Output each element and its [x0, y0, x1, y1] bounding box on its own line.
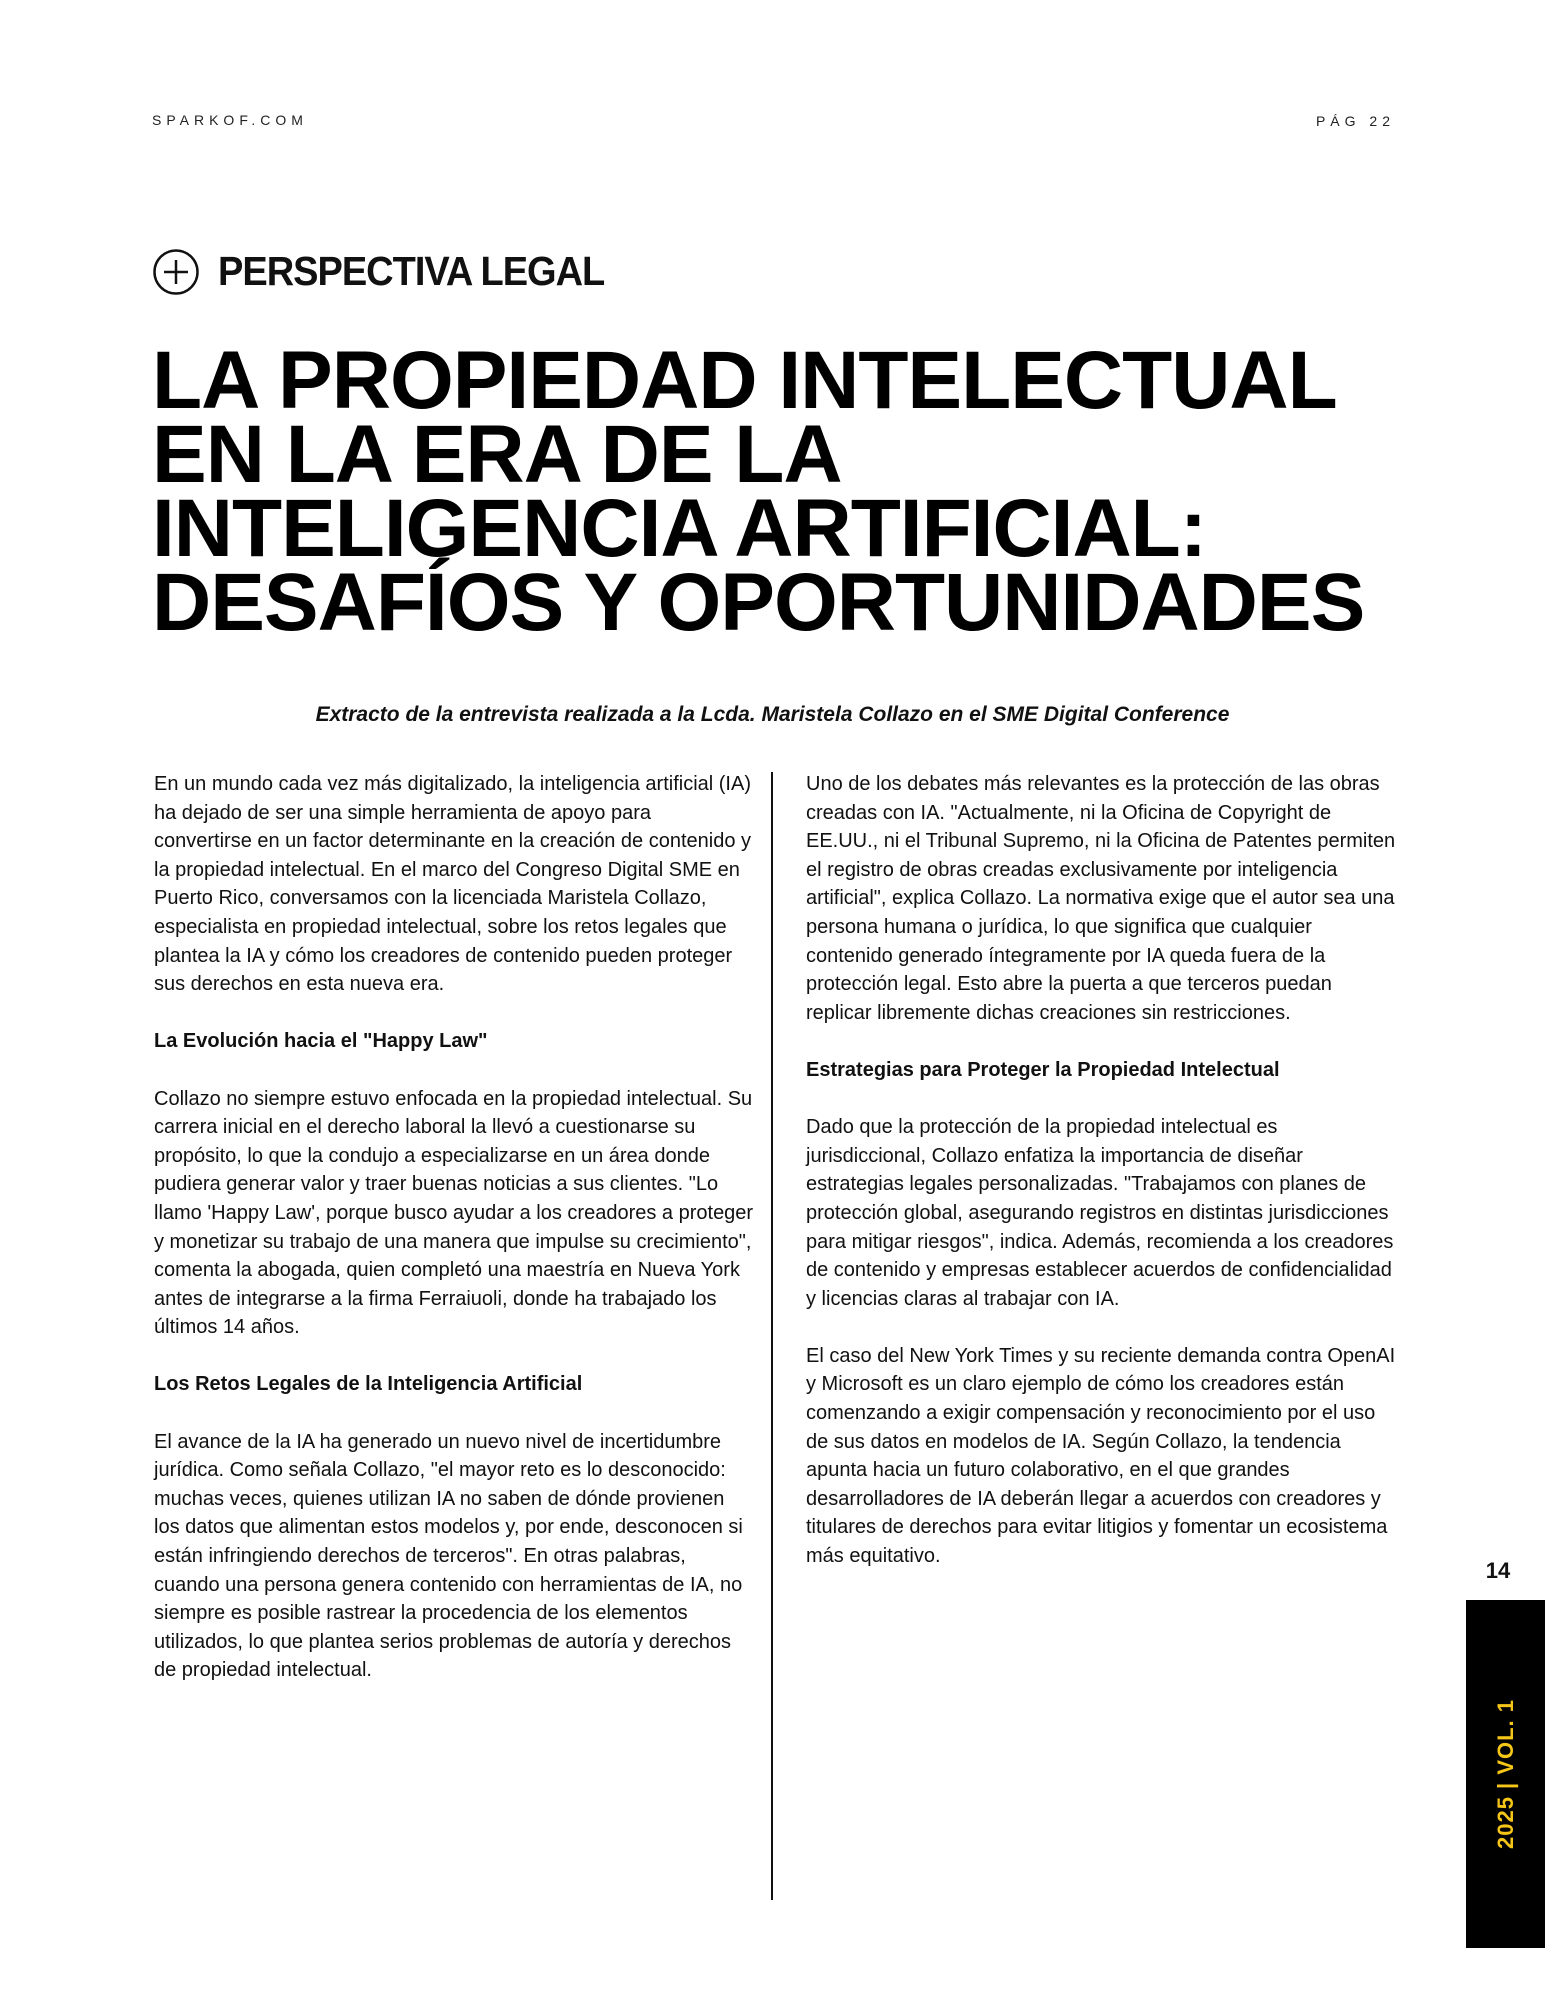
left-column	[154, 770, 754, 1714]
paragraph-legal-challenges: El avance de la IA ha generado un nuevo nivel de incertidumbre jurídica. Como señala Collazo, "el mayor reto es lo desconocido: muchas veces, quienes utilizan IA no saben de dónde provienen los datos que alimentan estos modelos y, por ende, desconocen si están infringiendo derechos de terceros". En otras palabras, cuando una persona genera contenido con herramientas de IA, no siempre es posible rastrear la procedencia de los elementos utilizados, lo que plantea serios problemas de autoría y derechos de propiedad intelectual.	[154, 1430, 743, 1682]
section-heading-strategies: Estrategias para Proteger la Propiedad Intelectual	[806, 1058, 1280, 1081]
column-divider	[771, 772, 773, 1900]
page-number-label: PÁG 22	[1315, 113, 1395, 129]
site-url: SPARKOF.COM	[152, 112, 308, 128]
right-column	[806, 770, 1402, 1599]
section-header	[152, 248, 604, 296]
section-label: PERSPECTIVA LEGAL	[218, 248, 605, 295]
edition-sidebar	[1466, 1600, 1545, 1948]
intro-paragraph: En un mundo cada vez más digitalizado, la inteligencia artificial (IA) ha dejado de ser una simple herramienta de apoyo para convertirse en un factor determinante en la creación de contenido y la propiedad intelectual. En el marco del Congreso Digital SME en Puerto Rico, conversamos con la licenciada Maristela Collazo, especialista en propiedad intelectual, sobre los retos legales que plantea la IA y cómo los creadores de contenido pueden proteger sus derechos en esta nueva era.	[154, 773, 752, 996]
magazine-page-number: 14	[1485, 1558, 1511, 1583]
paragraph-strategies: Dado que la protección de la propiedad intelectual es jurisdiccional, Collazo enfatiza la importancia de diseñar estrategias legales personalizadas. "Trabajamos con planes de protección global, asegurando registros en distintas jurisdicciones para mitigar riesgos", indica. Además, recomienda a los creadores de contenido y empresas establecer acuerdos de confidencialidad y licencias claras al trabajar con IA.	[806, 1116, 1394, 1310]
plus-circle-icon	[152, 248, 200, 296]
article-title: LA PROPIEDAD INTELECTUAL EN LA ERA DE LA INTELIGENCIA ARTIFICIAL: DESAFÍOS Y OPORTUNIDADES	[152, 335, 1365, 648]
section-heading-happy-law: La Evolución hacia el "Happy Law"	[154, 1030, 488, 1053]
section-heading-legal-challenges: Los Retos Legales de la Inteligencia Artificial	[154, 1373, 583, 1396]
paragraph-ai-protection: Uno de los debates más relevantes es la protección de las obras creadas con IA. "Actualmente, ni la Oficina de Copyright de EE.UU., ni el Tribunal Supremo, ni la Oficina de Patentes permiten el registro de obras creadas exclusivamente por inteligencia artificial", explica Collazo. La normativa exige que el autor sea una persona humana o jurídica, lo que significa que cualquier contenido generado íntegramente por IA queda fuera de la protección legal. Esto abre la puerta a que terceros puedan replicar libremente dichas creaciones sin restricciones.	[806, 773, 1396, 1024]
paragraph-nyt-case: El caso del New York Times y su reciente demanda contra OpenAI y Microsoft es un claro ejemplo de cómo los creadores están comenzando a exigir compensación y reconocimiento por el uso de sus datos en modelos de IA. Según Collazo, la tendencia apunta hacia un futuro colaborativo, en el que grandes desarrolladores de IA deberán llegar a acuerdos con creadores y titulares de derechos para evitar litigios y fomentar un ecosistema más equitativo.	[806, 1344, 1396, 1568]
paragraph-happy-law: Collazo no siempre estuvo enfocada en la propiedad intelectual. Su carrera inicial en el derecho laboral la llevó a cuestionarse su propósito, lo que la condujo a especializarse en un área donde pudiera generar valor y traer buenas noticias a sus clientes. "Lo llamo 'Happy Law', porque busco ayudar a los creadores a proteger y monetizar su trabajo de una manera que impulse su crecimiento", comenta la abogada, quien completó una maestría en Nueva York antes de integrarse a la firma Ferraiuoli, donde ha trabajado los últimos 14 años.	[154, 1087, 754, 1339]
article-subtitle: Extracto de la entrevista realizada a la Lcda. Maristela Collazo en el SME Digital Conference	[315, 703, 1230, 726]
edition-label: 2025 | VOL. 1	[1492, 1698, 1518, 1850]
